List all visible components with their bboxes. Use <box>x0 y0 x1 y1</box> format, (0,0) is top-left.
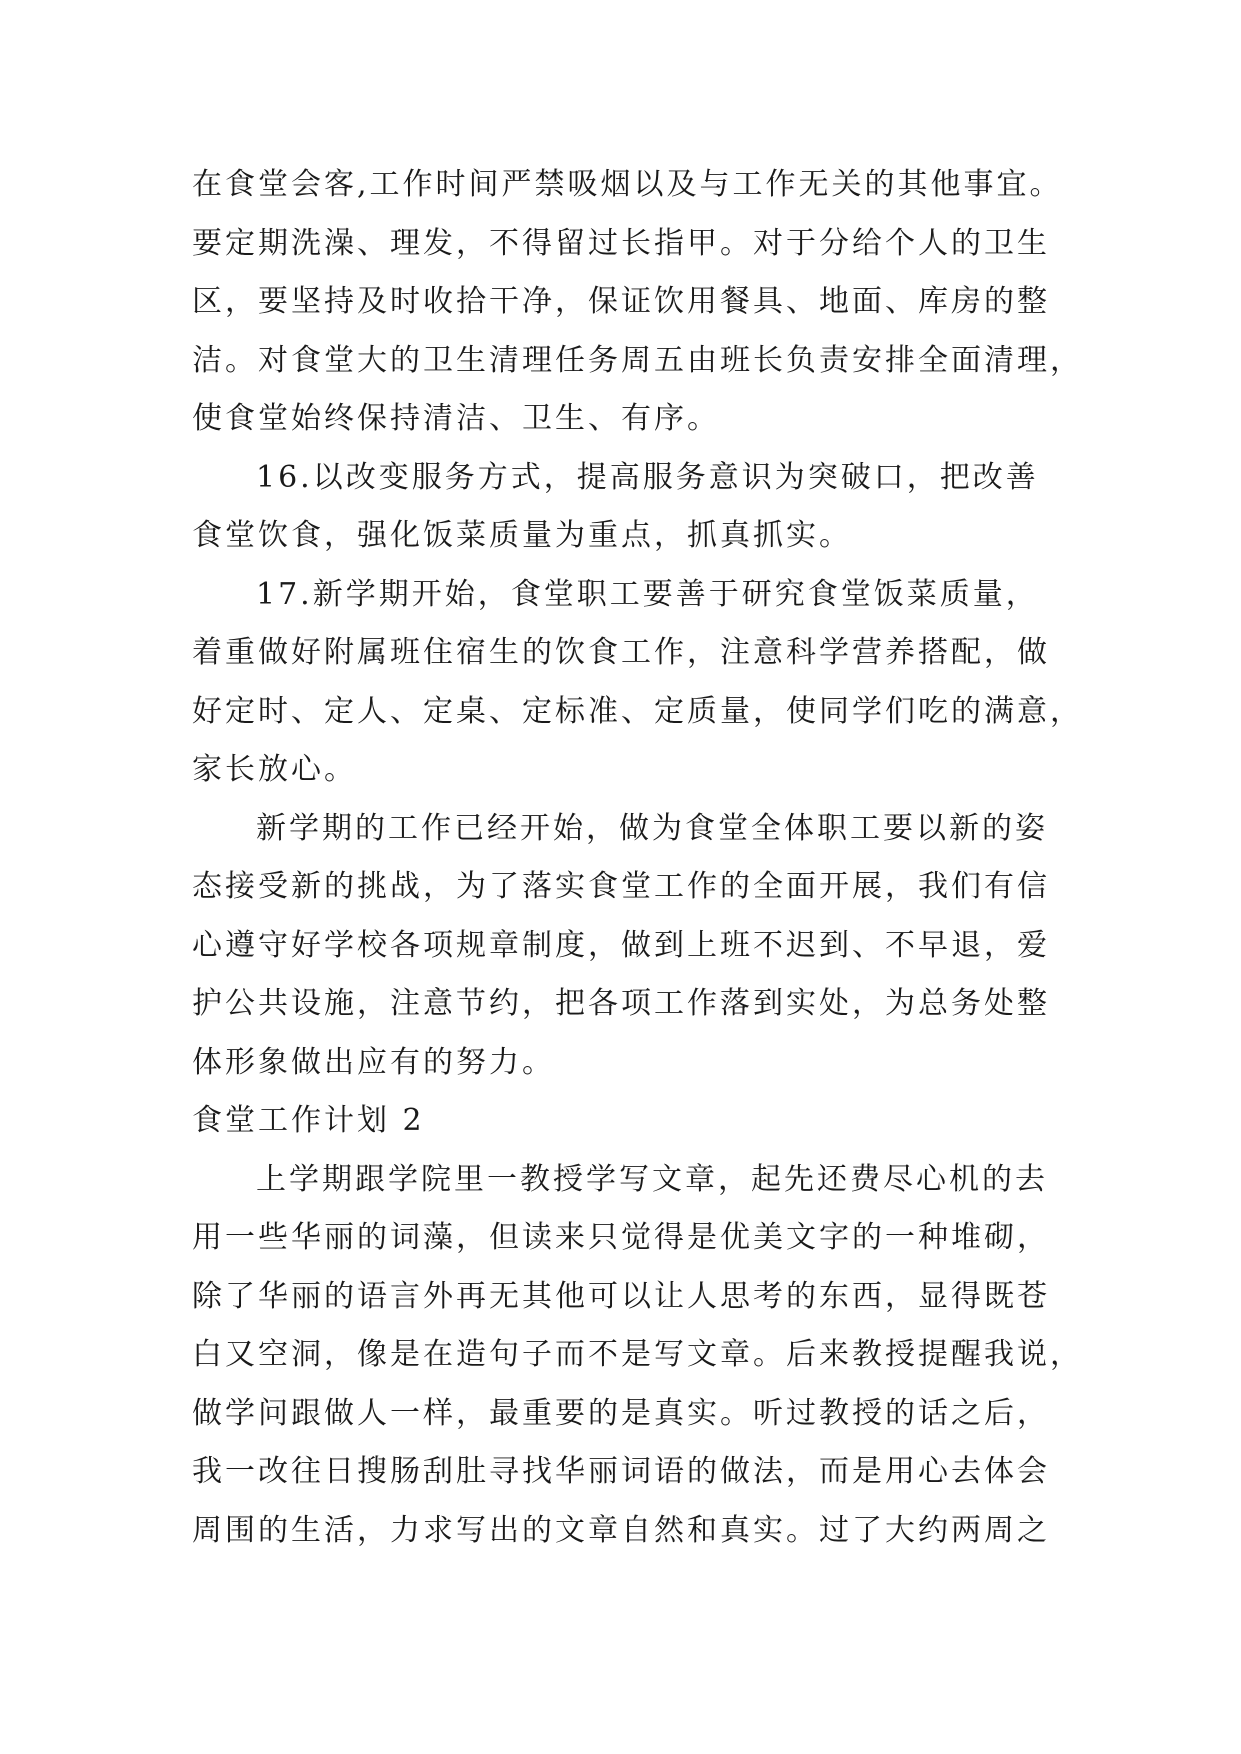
text-line: 态接受新的挑战，为了落实食堂工作的全面开展，我们有信 <box>192 869 1050 904</box>
paragraph-first-line: 新学期的工作已经开始，做为食堂全体职工要以新的姿 <box>256 810 1048 846</box>
document-body <box>192 156 1092 1560</box>
text-line: 体形象做出应有的努力。 <box>192 1044 555 1080</box>
text-line: 区，要坚持及时收拾干净，保证饮用餐具、地面、库房的整 <box>192 284 1050 319</box>
paragraph-first-line: 16.以改变服务方式，提高服务意识为突破口，把改善 <box>256 459 1039 495</box>
text-line: 做学问跟做人一样，最重要的是真实。听过教授的话之后， <box>192 1395 1050 1431</box>
text-line: 在食堂会客,工作时间严禁吸烟以及与工作无关的其他事宜。 <box>192 167 1063 202</box>
text-line: 护公共设施，注意节约，把各项工作落到实处，为总务处整 <box>192 986 1050 1021</box>
text-line: 使食堂始终保持清洁、卫生、有序。 <box>192 401 720 436</box>
text-line: 好定时、定人、定桌、定标准、定质量，使同学们吃的满意， <box>192 693 1083 729</box>
text-line: 着重做好附属班住宿生的饮食工作，注意科学营养搭配，做 <box>192 635 1050 670</box>
text-line: 用一些华丽的词藻，但读来只觉得是优美文字的一种堆砌， <box>192 1220 1050 1255</box>
paragraph-first-line: 上学期跟学院里一教授学写文章，起先还费尽心机的去 <box>256 1161 1048 1197</box>
text-line: 周围的生活，力求写出的文章自然和真实。过了大约两周之 <box>192 1512 1050 1548</box>
text-line: 心遵守好学校各项规章制度，做到上班不迟到、不早退，爱 <box>192 927 1050 963</box>
text-line: 白又空洞，像是在造句子而不是写文章。后来教授提醒我说， <box>192 1337 1083 1372</box>
text-line: 洁。对食堂大的卫生清理任务周五由班长负责安排全面清理， <box>192 342 1083 378</box>
text-line: 我一改往日搜肠刮肚寻找华丽词语的做法，而是用心去体会 <box>192 1454 1050 1489</box>
text-line: 要定期洗澡、理发，不得留过长指甲。对于分给个人的卫生 <box>192 225 1050 261</box>
text-line: 食堂工作计划 2 <box>192 1103 425 1138</box>
text-line: 食堂饮食，强化饭菜质量为重点，抓真抓实。 <box>192 518 852 553</box>
text-line: 家长放心。 <box>192 752 357 787</box>
paragraph-first-line: 17.新学期开始，食堂职工要善于研究食堂饭菜质量， <box>256 576 1039 612</box>
text-line: 除了华丽的语言外再无其他可以让人思考的东西，显得既苍 <box>192 1278 1050 1314</box>
